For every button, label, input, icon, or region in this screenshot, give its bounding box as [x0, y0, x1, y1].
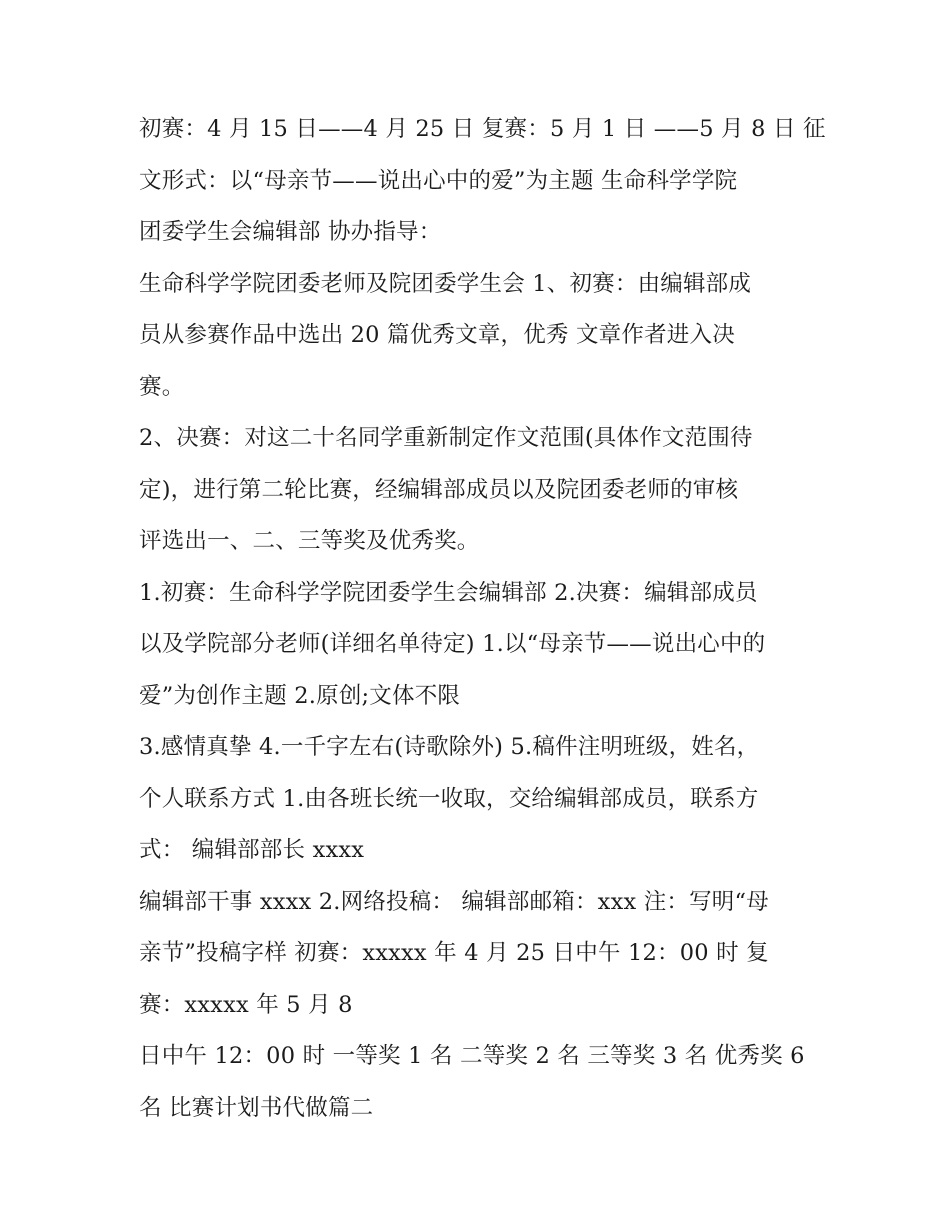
- text-line: 2、决赛：对这二十名同学重新制定作文范围(具体作文范围待: [139, 425, 753, 451]
- text-line: 亲节”投稿字样 初赛：xxxxx 年 4 月 25 日中午 12：00 时 复: [139, 940, 769, 966]
- text-line: 1.初赛：生命科学学院团委学生会编辑部 2.决赛：编辑部成员: [139, 579, 758, 606]
- text-line: 初赛：4 月 15 日——4 月 25 日 复赛：5 月 1 日 ——5 月 8 日 征: [139, 116, 826, 142]
- text-line: 定)，进行第二轮比赛，经编辑部成员以及院团委老师的审核: [139, 476, 739, 503]
- text-line: 3.感情真挚 4.一千字左右(诗歌除外) 5.稿件注明班级，姓名，: [139, 734, 760, 760]
- document-body: [139, 104, 826, 1134]
- text-line: 爱”为创作主题 2.原创;文体不限: [139, 682, 461, 709]
- text-line: 文形式：以“母亲节——说出心中的爱”为主题 生命科学学院: [139, 167, 738, 194]
- text-line: 团委学生会编辑部 协办指导：: [139, 219, 442, 245]
- text-line: 员从参赛作品中选出 20 篇优秀文章，优秀 文章作者进入决: [139, 322, 735, 348]
- text-line: 编辑部干事 xxxx 2.网络投稿： 编辑部邮箱：xxx 注：写明“母: [139, 888, 769, 915]
- text-line: 赛。: [139, 373, 185, 400]
- text-line: 式： 编辑部部长 xxxx: [139, 837, 365, 863]
- text-line: 个人联系方式 1.由各班长统一收取，交给编辑部成员，联系方: [139, 785, 759, 812]
- text-line: 日中午 12：00 时 一等奖 1 名 二等奖 2 名 三等奖 3 名 优秀奖 6: [139, 1043, 805, 1069]
- text-line: 名 比赛计划书代做篇二: [139, 1094, 374, 1121]
- text-line: 以及学院部分老师(详细名单待定) 1.以“母亲节——说出心中的: [139, 631, 766, 657]
- text-line: 赛：xxxxx 年 5 月 8: [139, 991, 353, 1018]
- text-line: 生命科学学院团委老师及院团委学生会 1、初赛：由编辑部成: [139, 270, 752, 297]
- text-line: 评选出一、二、三等奖及优秀奖。: [139, 528, 480, 554]
